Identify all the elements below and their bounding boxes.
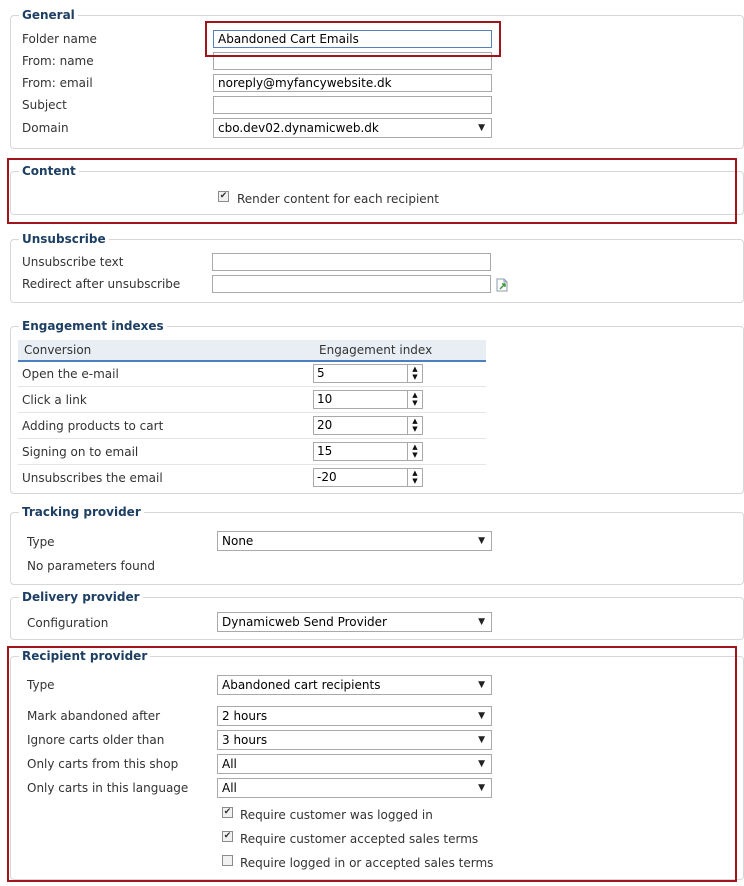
recipient-type-value: Abandoned cart recipients [222,678,381,692]
recipient-legend: Recipient provider [19,649,150,663]
chevron-down-icon: ▼ [478,536,485,546]
mark-abandoned-value: 2 hours [222,709,268,723]
chevron-down-icon: ▼ [478,711,485,721]
content-highlight [7,158,737,224]
row-label: Signing on to email [22,445,139,459]
unsubscribe-text-input[interactable] [212,253,491,271]
chevron-down-icon: ▼ [478,783,485,793]
col-header-engagement-index: Engagement index [319,343,433,357]
stepper-arrows-icon[interactable]: ▲ ▼ [407,365,422,382]
tracking-type-label: Type [27,535,55,549]
recipient-highlight [7,646,737,882]
ignore-carts-value: 3 hours [222,733,268,747]
row-label: Click a link [22,393,87,407]
row-divider [18,464,486,465]
domain-select-value: cbo.dev02.dynamicweb.dk [218,121,379,135]
tracking-type-value: None [222,534,254,548]
col-header-conversion: Conversion [24,343,92,357]
stepper-value: 15 [317,444,333,458]
stepper-value: -20 [317,470,337,484]
content-legend: Content [19,164,79,178]
from-email-input[interactable]: noreply@myfancywebsite.dk [213,74,492,92]
delivery-config-label: Configuration [27,616,109,630]
chevron-down-icon: ▼ [478,735,485,745]
from-email-label: From: email [22,76,93,90]
engagement-index-stepper[interactable] [313,364,423,383]
engagement-index-stepper[interactable] [313,468,423,487]
link-picker-icon[interactable] [495,278,509,292]
stepper-arrows-icon[interactable]: ▲ ▼ [407,391,422,408]
delivery-config-select[interactable] [217,612,492,632]
folder-name-label: Folder name [22,32,97,46]
shop-label: Only carts from this shop [27,757,179,771]
require-logged-in-label: Require customer was logged in [240,808,433,822]
stepper-arrows-icon[interactable]: ▲ ▼ [407,469,422,486]
from-name-label: From: name [22,54,94,68]
row-label: Unsubscribes the email [22,471,163,485]
checkmark-icon: ✔ [223,807,232,817]
row-label: Adding products to cart [22,419,164,433]
require-sales-terms-label: Require customer accepted sales terms [240,832,479,846]
folder-name-input[interactable]: Abandoned Cart Emails [213,30,492,48]
unsubscribe-text-label: Unsubscribe text [22,255,124,269]
chevron-down-icon: ▼ [478,680,485,690]
row-divider [18,386,486,387]
render-content-label: Render content for each recipient [237,192,439,206]
checkmark-icon: ✔ [223,831,232,841]
unsubscribe-section [10,232,744,303]
row-divider [18,438,486,439]
stepper-arrows-icon[interactable]: ▲ ▼ [407,443,422,460]
engagement-index-stepper[interactable] [313,442,423,461]
domain-select[interactable] [213,118,492,138]
language-label: Only carts in this language [27,781,189,795]
row-label: Open the e-mail [22,367,119,381]
engagement-index-stepper[interactable] [313,390,423,409]
redirect-input[interactable] [212,275,491,293]
stepper-value: 5 [317,366,325,380]
unsubscribe-legend: Unsubscribe [19,232,109,246]
chevron-down-icon: ▼ [478,759,485,769]
general-legend: General [19,8,78,22]
tracking-legend: Tracking provider [19,505,144,519]
language-value: All [222,781,237,795]
mark-abandoned-label: Mark abandoned after [27,709,161,723]
redirect-label: Redirect after unsubscribe [22,277,181,291]
stepper-value: 20 [317,418,333,432]
no-parameters-text: No parameters found [27,559,155,573]
chevron-down-icon: ▼ [478,123,485,133]
stepper-arrows-icon[interactable]: ▲ ▼ [407,417,422,434]
domain-label: Domain [22,121,69,135]
stepper-value: 10 [317,392,333,406]
delivery-config-value: Dynamicweb Send Provider [222,615,387,629]
chevron-down-icon: ▼ [478,617,485,627]
ignore-carts-label: Ignore carts older than [27,733,165,747]
row-divider [18,412,486,413]
folder-name-highlight [205,21,501,57]
engagement-index-stepper[interactable] [313,416,423,435]
delivery-legend: Delivery provider [19,590,143,604]
checkmark-icon: ✔ [219,191,228,201]
subject-input[interactable] [213,96,492,114]
shop-value: All [222,757,237,771]
tracking-type-select[interactable] [217,531,492,551]
subject-label: Subject [22,98,67,112]
recipient-type-label: Type [27,678,55,692]
require-either-label: Require logged in or accepted sales terms [240,856,494,870]
engagement-legend: Engagement indexes [19,319,167,333]
